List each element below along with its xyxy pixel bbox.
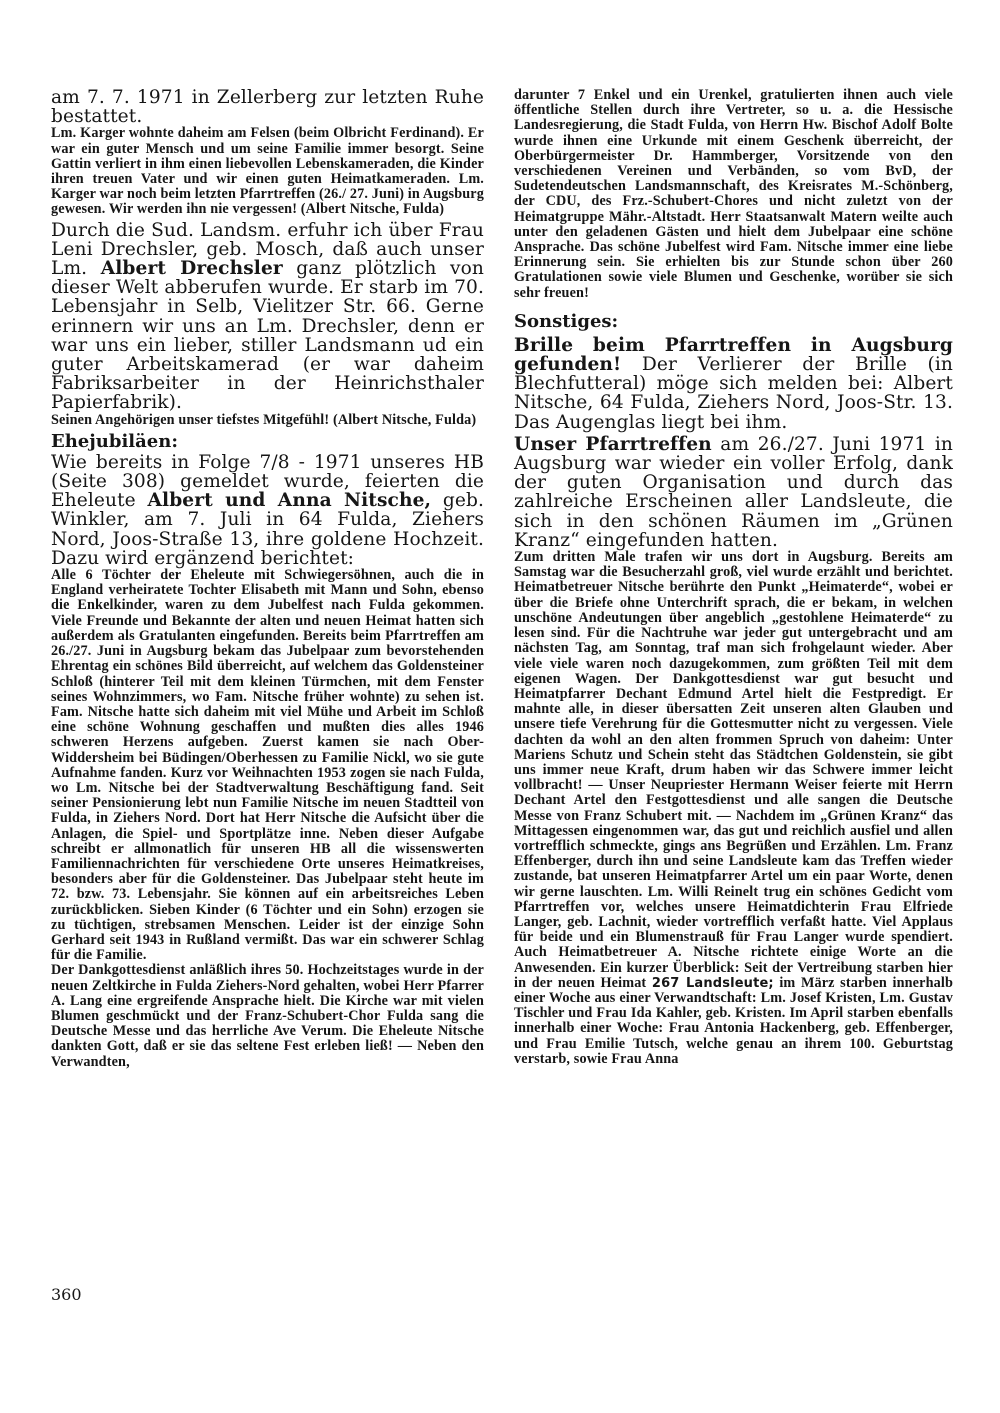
- parish-meeting-intro-text: am 26./27. Juni 1971 in Augsburg war wieder ein voller Erfolg, dank der guten Organisation und durch das zahlreiche Erscheinen aller Landsleute, die sich in den schönen Räumen im „Grünen Kranz“ eingefunden hatten.: [514, 433, 953, 551]
- anniversary-intro-text: [51, 453, 484, 568]
- karger-obituary-text: Lm. Karger wohnte daheim am Felsen (beim Olbricht Ferdinand). Er war ein guter Mensch und um seine Familie immer besorgt. Seine Gattin verliert in ihm einen liebevollen Lebenskameraden, die Kinder ihren treuen Vater und wir einen guten Heimatkameraden. Lm. Karger war noch beim letzten Pfarrtreffen (26./ 27. Juni) in Augsburg gewesen. Wir werden ihn nie vergessen! (Albert Nitsche, Fulda): [51, 125, 484, 218]
- drechsler-intro: Durch die Sud. Landsm. erfuhr ich über Frau Leni Drechsler, geb. Mosch, daß auch unser Lm.: [51, 219, 484, 280]
- drechsler-obituary-text: [51, 221, 484, 413]
- thanksgiving-service-text: Der Dankgottesdienst anläßlich ihres 50. Hochzeitstages wurde in der neuen Zeltkirche in Fulda Ziehers-Nord gehalten, wobei Herr Pfarrer A. Lang eine ergreifende Ansprache hielt. Die Kirche war mit vielen Blumen geschmückt und der Franz-Schubert-Chor Fulda sang die Deutsche Messe und das herrliche Ave Verum. Die Eheleute Nitsche dankten Gott, daß er sie das seltene Fest erleben ließ! — Neben den Verwandten,: [51, 962, 484, 1070]
- parish-meeting-report: [514, 550, 953, 1067]
- deceased-count: 267 Landsleute;: [651, 975, 774, 991]
- drechsler-details: ganz plötzlich von dieser Welt abberufen wurde. Er starb im 70. Lebensjahr in Selb, Vielitzer Str. 66. Gerne erinnern wir uns an Lm. Drechsler, denn er war uns ein lieber, stiller Landsmann ud ein guter Arbeitskamerad (er war daheim Fabriksarbeiter in der Heinrichsthaler Papierfabrik).: [51, 258, 484, 414]
- anniversary-couple-name: Albert und Anna Nitsche,: [147, 490, 432, 512]
- left-column: [51, 88, 484, 1070]
- parish-meeting-report-start: Zum dritten Male trafen wir uns dort in Augsburg. Bereits am Samstag war die Besucherzahl groß, viel wurde erzählt und berichtet. Heimatbetreuer Nitsche berührte den Punkt „Heimaterde“, wobei er über die Briefe ohne Unterchrift sprach, die er bekam, in welchen unschöne Andeutungen über angeblich „gestohlene Heimaterde“ zu lesen sind. Für die Nachtruhe war jeder gut untergebracht und am nächsten Tag, am Sonntag, traf man sich frohgelaunt wieder. Aber viele viele waren noch dazugekommen, zum größten Teil mit dem eigenen Wagen. Der Dankgottesdienst war gut besucht und Heimatpfarrer Dechant Edmund Artel hielt die Festpredigt. Er mahnte alle, in dieser übersatten Zeit unseren alten Glauben und unsere tiefe Verehrung für die Gottesmutter nicht zu vergessen. Viele dachten da wohl an den alten frommen Spruch von daheim: Unter Mariens Schutz und Schein steht das Städtchen Goldenstein, sie gibt uns immer neue Kraft, drum haben wir das Schwere immer leicht vollbracht! — Unser Neupriester Hermann Weiser feierte mit Herrn Dechant Artel den Festgottesdienst und alle sangen die Deutsche Messe von Franz Schubert mit. — Nachdem im „Grünen Kranz“ das Mittagessen eingenommen war, das gut und reichlich ausfiel und allen vortrefflich schmeckte, gings ans Begrüßen und Erzählen. Lm. Franz Effenberger, durch ihn und seine Landsleute kam das Treffen wieder zustande, bat unseren Heimatpfarrer Artel um ein paar Worte, denen wir gerne lauschten. Lm. Willi Reinelt trug ein schönes Gedicht vom Pfarrtreffen vor, welches unsere Heimatdichterin Frau Elfriede Langer, geb. Lachnit, wieder vortrefflich verfaßt hatte. Viel Applaus für beide und ein Blumenstrauß für Frau Langer wurde spendiert. Auch Heimatbetreuer A. Nitsche richtete einige Worte an die Anwesenden. Ein kurzer Überblick: Seit der Vertreibung starben hier in der neuen Heimat: [514, 549, 953, 991]
- page-number: 360: [51, 1285, 82, 1304]
- parish-meeting-report-end: im März starben innerhalb einer Woche aus einer Verwandtschaft: Lm. Josef Kristen, Lm. Gustav Tischler und Frau Ida Kahler, geb. Kristen. Im April starben ebenfalls innerhalb einer Woche: Frau Antonia Hackenberg, geb. Effenberger, und Frau Emilie Tutsch, welche genau an ihrem 100. Geburtstag verstarb, sowie Frau Anna: [514, 974, 953, 1067]
- congratulations-text: darunter 7 Enkel und ein Urenkel, gratulierten ihnen auch viele öffentliche Stellen durch ihre Vertreter, so u. a. die Hessische Landesregierung, die Stadt Fulda, von Herrn Hw. Bischof Adolf Bolte wurde ihnen eine Urkunde mit einem Geschenk überreicht, der Oberbürgermeister Dr. Hammberger, Vorsitzende von den verschiedenen Vereinen und Verbänden, so vom BvD, der Sudetendeutschen Landsmannschaft, des Kreisrates M.-Schönberg, der CDU, des Frz.-Schubert-Chores und nicht zuletzt von der Heimatgruppe Mähr.-Altstadt. Herr Staatsanwalt Matern weilte auch unter den geladenen Gästen und hielt dem Jubelpaar eine schöne Ansprache. Das schöne Jubelfest wird Fam. Nitsche immer eine liebe Erinnerung sein. Sie erhielten bis zur Stunde schon über 260 Gratulationen sowie viele Blumen und Geschenke, worüber sie sich sehr freuen!: [514, 87, 953, 301]
- drechsler-name: Albert Drechsler: [100, 258, 283, 280]
- anniversary-intro-end: geb. Winkler, am 7. Juli in 64 Fulda, Ziehers Nord, Joos-Straße 13, ihre goldene Hochzeit. Dazu wird ergänzend berichtet:: [51, 490, 484, 569]
- anniversary-report-text: Alle 6 Töchter der Eheleute mit Schwiegersöhnen, auch die in England verheiratete Tochter Elisabeth mit Mann und Sohn, ebenso die Enkelkinder, waren zu dem Jubelfest nach Fulda gekommen. Viele Freunde und Bekannte der alten und neuen Heimat hatten sich außerdem als Gratulanten eingefunden. Bereits beim Pfarrtreffen am 26./27. Juni in Augsburg bekam das Jubelpaar zum bevorstehenden Ehrentag ein schönes Bild überreicht, auf welchem das Goldensteiner Schloß (hinterer Teil mit dem kleinen Türmchen, mit dem Fenster seines Wohnzimmers, wo Fam. Nitsche früher wohnte) zu sehen ist. Fam. Nitsche hatte sich daheim mit viel Mühe und Arbeit im Schloß eine schöne Wohnung geschaffen und mußten dies alles 1946 schweren Herzens aufgeben. Zuerst kamen sie nach Ober-Widdersheim bei Büdingen/Oberhessen zu Familie Nickl, wo sie gute Aufnahme fanden. Kurz vor Weihnachten 1953 zogen sie nach Fulda, wo Lm. Nitsche bei der Stadtverwaltung Beschäftigung fand. Seit seiner Pensionierung lebt nun Familie Nitsche im neuen Stadtteil von Fulda, in Ziehers Nord. Dort hat Herr Nitsche die Aufsicht über die Anlagen, die Spiel- und Sportplätze inne. Neben dieser Aufgabe schreibt er allmonatlich für unseren HB all die wissenswerten Familiennachrichten für verschiedene Orte unseres Heimatkreises, besonders aber für die Goldensteiner. Das Jubelpaar steht heute im 72. bzw. 73. Lebensjahr. Sie können auf ein arbeitsreiches Leben zurückblicken. Sieben Kinder (6 Töchter und ein Sohn) erzogen sie zu tüchtigen, strebsamen Menschen. Leider ist der einzige Sohn Gerhard seit 1943 in Rußland vermißt. Das war ein schwerer Schlag für die Familie.: [51, 567, 484, 964]
- lost-glasses-details: Der Verlierer der Brille (in Blechfutteral) möge sich melden bei: Albert Nitsche, 64 Fulda, Ziehers Nord, Joos-Str. 13. Das Augenglas liegt bei ihm.: [514, 354, 953, 433]
- parish-meeting-intro: [514, 435, 953, 550]
- anniversary-intro-start: Wie bereits in Folge 7/8 - 1971 unseres HB (Seite 308) gemeldet wurde, feierten die Eheleute: [51, 451, 484, 512]
- spacer: [514, 301, 953, 311]
- right-column: [514, 88, 953, 1067]
- condolence-text: Seinen Angehörigen unser tiefstes Mitgefühl! (Albert Nitsche, Fulda): [51, 411, 477, 428]
- lost-glasses-headline: Brille beim Pfarrtreffen in Augsburg gefunden!: [514, 334, 953, 376]
- parish-meeting-headline: Unser Pfarrtreffen: [514, 433, 712, 455]
- lost-glasses-notice: [514, 336, 953, 432]
- section-heading-ehejubilaeen: Ehejubiläen:: [51, 430, 178, 452]
- section-heading-sonstiges: Sonstiges:: [514, 310, 619, 332]
- burial-notice-text: am 7. 7. 1971 in Zellerberg zur letzten Ruhe bestattet.: [51, 87, 484, 128]
